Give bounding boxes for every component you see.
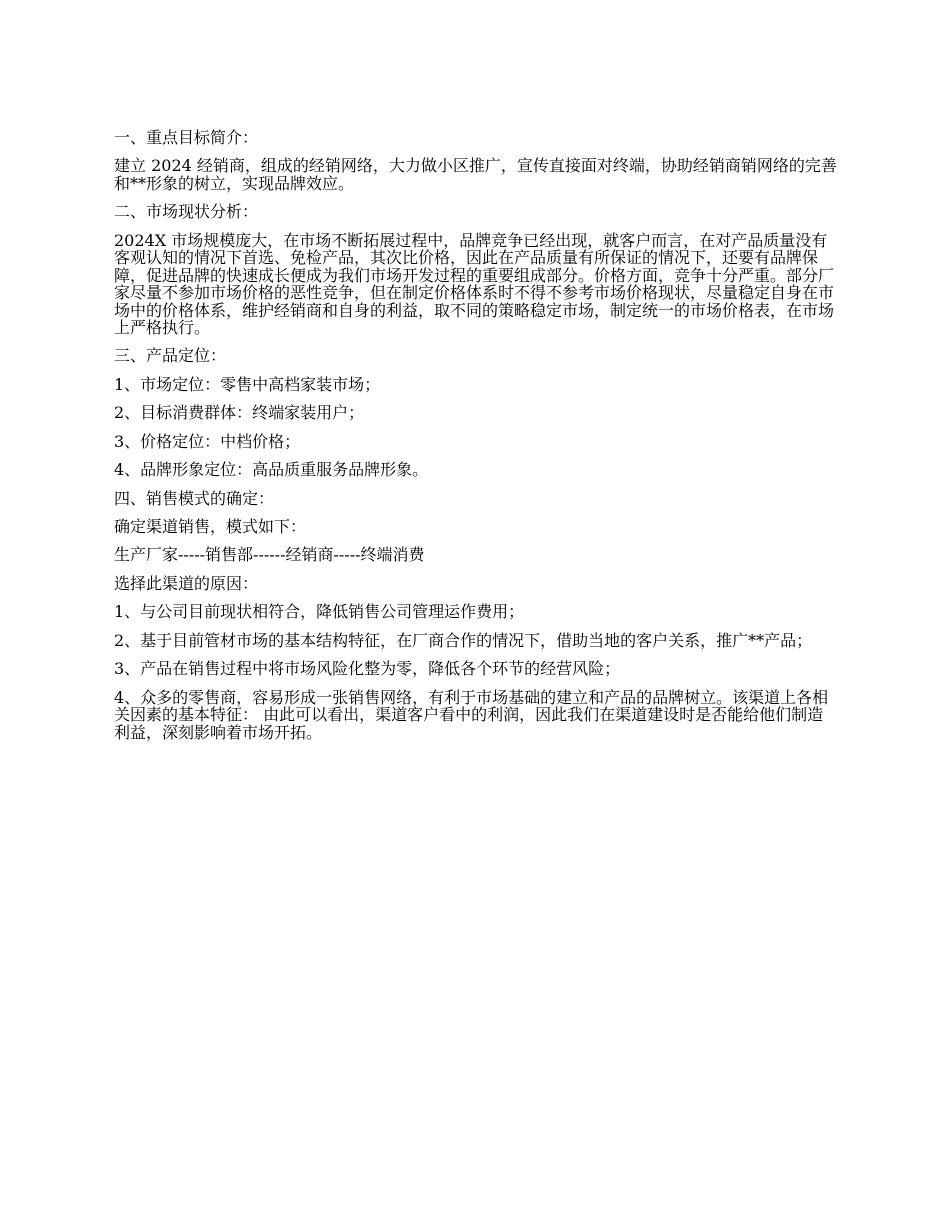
list-item-reason-3: 3、产品在销售过程中将市场风险化整为零，降低各个环节的经营风险； <box>114 659 621 679</box>
section-heading-1: 一、重点目标简介： <box>114 128 259 147</box>
list-item-reason-4: 4、众多的零售商，容易形成一张销售网络，有利于市场基础的建立和产品的品牌树立。该渠道上各相关因素的基本特征： 由此可以看出，渠道客户看中的利润，因此我们在渠道建设时是否能给他们制造利益，深刻影响着市场开拓。 <box>114 687 829 742</box>
section-heading-4: 四、销售模式的确定： <box>114 488 275 508</box>
list-item-price-position: 3、价格定位：中档价格； <box>114 431 301 451</box>
list-item-reason-1: 1、与公司目前现状相符合，降低销售公司管理运作费用； <box>114 602 525 622</box>
paragraph-channel-intro: 确定渠道销售，模式如下： <box>114 517 307 536</box>
list-item-reason-2: 2、基于目前管材市场的基本结构特征，在厂商合作的情况下，借助当地的客户关系，推广**产品； <box>114 630 813 650</box>
list-item-brand-image: 4、品牌形象定位：高品质重服务品牌形象。 <box>114 460 429 480</box>
paragraph-market-analysis: 2024X 市场规模庞大，在市场不断拓展过程中，品牌竞争已经出现，就客户而言，在对产品质量没有客观认知的情况下首选、免检产品，其次比价格，因此在产品质量有所保证的情况下，还要有品牌保障，促进品牌的快速成长便成为我们市场开发过程的重要组成部分。价格方面，竞争十分严重。部分厂家尽量不参加市场价格的恶性竞争，但在制定价格体系时不得不参考市场价格现状，尽量稳定自身在市场中的价格体系，维护经销商和自身的利益，取不同的策略稳定市场，制定统一的市场价格表，在市场上严格执行。 <box>114 230 835 337</box>
paragraph-channel-reasons-heading: 选择此渠道的原因： <box>114 573 259 593</box>
paragraph-goal: 建立 2024 经销商，组成的经销网络，大力做小区推广，宣传直接面对终端，协助经销商销网络的完善和**形象的树立，实现品牌效应。 <box>114 156 837 193</box>
list-item-target-consumers: 2、目标消费群体：终端家装用户； <box>114 403 365 423</box>
section-heading-2: 二、市场现状分析： <box>114 202 259 222</box>
list-item-market-position: 1、市场定位：零售中高档家装市场； <box>114 374 381 394</box>
paragraph-channel-flow: 生产厂家-----销售部------经销商-----终端消费 <box>114 545 425 565</box>
document-body <box>114 129 838 752</box>
section-heading-3: 三、产品定位： <box>114 346 227 366</box>
